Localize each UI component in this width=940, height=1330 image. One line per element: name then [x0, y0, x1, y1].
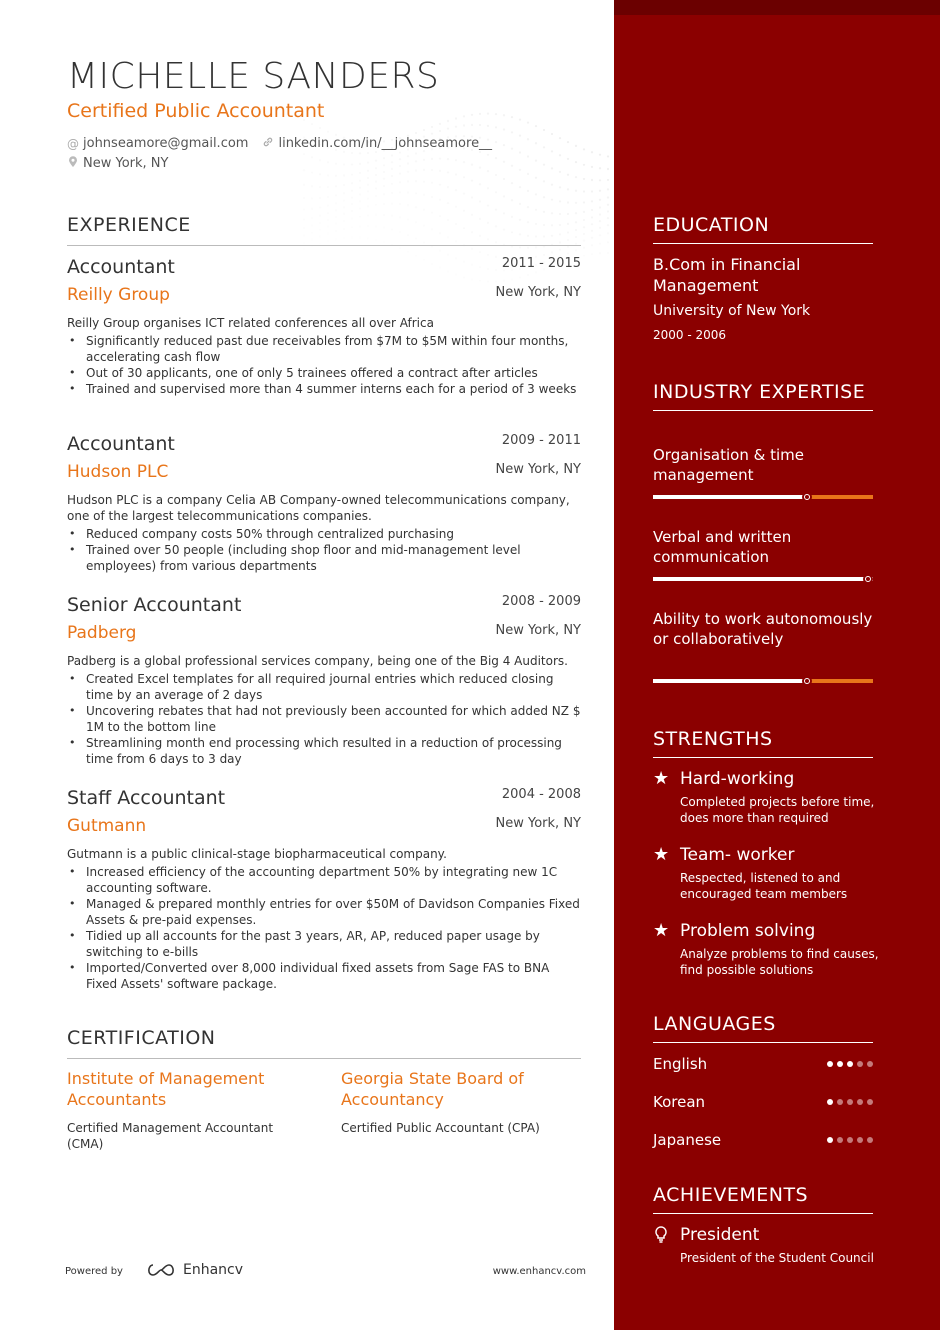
language-level-dots	[827, 1061, 873, 1067]
candidate-title: Certified Public Accountant	[67, 100, 325, 122]
languages-heading: LANGUAGES	[653, 1012, 873, 1043]
strengths-heading: STRENGTHS	[653, 727, 873, 758]
language-dot	[857, 1137, 863, 1143]
brand-logo[interactable]	[145, 1262, 243, 1278]
education-section	[653, 213, 873, 342]
job-description: Padberg is a global professional services company, being one of the Big 4 Auditors.	[67, 654, 568, 668]
certification-desc: Certified Public Accountant (CPA)	[341, 1121, 540, 1135]
certification-heading: CERTIFICATION	[67, 1027, 581, 1059]
job-role: Accountant	[67, 433, 175, 455]
language-name: English	[653, 1055, 708, 1073]
certification-name: Institute of Management Accountants	[67, 1069, 265, 1109]
certification-desc: Certified Management Accountant (CMA)	[67, 1121, 274, 1151]
enhancv-logo-icon	[145, 1262, 177, 1278]
experience-bullet: • Trained over 50 people (including shop floor and mid-management level employees) from various departments	[67, 542, 581, 574]
job-description-block	[67, 315, 581, 397]
experience-bullet: • Out of 30 applicants, one of only 5 trainees offered a contract after articles	[67, 365, 581, 381]
language-level-dots	[827, 1137, 873, 1143]
job-role: Senior Accountant	[67, 594, 242, 616]
language-dot	[847, 1061, 853, 1067]
experience-heading: EXPERIENCE	[67, 214, 581, 246]
strength-title: Hard-working	[680, 769, 795, 789]
education-dates: 2000 - 2006	[653, 328, 727, 342]
language-dot	[867, 1099, 873, 1105]
job-bullets	[67, 671, 581, 767]
star-icon: ★	[653, 844, 670, 865]
strength-title: Team- worker	[680, 845, 795, 865]
job-bullets	[67, 333, 581, 397]
experience-bullet: • Significantly reduced past due receivables from $7M to $5M within four months, accelerating cash flow	[67, 333, 581, 365]
skill-label: Verbal and written communication	[653, 528, 792, 566]
job-description-block	[67, 846, 581, 992]
language-item	[653, 1130, 873, 1150]
skill-item	[653, 527, 873, 587]
language-dot	[827, 1061, 833, 1067]
language-dot	[867, 1137, 873, 1143]
job-location: New York, NY	[495, 285, 581, 300]
experience-bullet: • Created Excel templates for all required journal entries which reduced closing time by an average of 2 days	[67, 671, 581, 703]
job-location: New York, NY	[495, 816, 581, 831]
expertise-heading: INDUSTRY EXPERTISE	[653, 380, 873, 411]
brand-name: Enhancv	[183, 1262, 244, 1278]
skill-bar	[653, 679, 873, 683]
language-row	[653, 1054, 873, 1074]
certification-item	[67, 1068, 297, 1152]
sidebar	[614, 0, 940, 1330]
job-dates: 2004 - 2008	[501, 787, 581, 802]
job-dates: 2009 - 2011	[501, 433, 581, 448]
achievement-desc: President of the Student Council	[680, 1251, 874, 1265]
job-location: New York, NY	[495, 623, 581, 638]
experience-entry	[67, 594, 581, 766]
achievements-heading-wrap	[653, 1183, 873, 1214]
strengths-heading-wrap	[653, 727, 873, 758]
experience-bullet: • Imported/Converted over 8,000 individual fixed assets from Sage FAS to BNA Fixed Assets' software package.	[67, 960, 581, 992]
strength-desc: Respected, listened to and encouraged team members	[680, 871, 848, 901]
language-dot	[847, 1137, 853, 1143]
link-icon	[262, 136, 274, 151]
email-link[interactable]: johnseamore@gmail.com	[83, 136, 249, 151]
language-dot	[857, 1061, 863, 1067]
skill-item	[653, 445, 873, 505]
skill-label: Organisation & time management	[653, 446, 804, 484]
job-description: Hudson PLC is a company Celia AB Company-owned telecommunications company, one of the largest telecommunications companies.	[67, 493, 570, 523]
achievement-title: President	[680, 1225, 760, 1245]
contact-row	[67, 136, 492, 151]
job-role: Accountant	[67, 256, 175, 278]
language-row	[653, 1130, 873, 1150]
skill-label: Ability to work autonomously or collaboratively	[653, 610, 873, 648]
strength-desc: Analyze problems to find causes, find possible solutions	[680, 947, 879, 977]
experience-bullet: • Increased efficiency of the accounting department 50% by integrating new 1C accounting software.	[67, 864, 581, 896]
strength-item	[653, 769, 873, 829]
job-company: Hudson PLC	[67, 462, 169, 482]
candidate-name: MICHELLE SANDERS	[67, 56, 440, 97]
experience-entry	[67, 433, 581, 573]
experience-bullet: • Streamlining month end processing which resulted in a reduction of processing time from 6 days to 3 day	[67, 735, 581, 767]
language-name: Korean	[653, 1093, 706, 1111]
experience-entry	[67, 256, 581, 396]
strength-desc: Completed projects before time, does more than required	[680, 795, 875, 825]
achievement-item	[653, 1225, 873, 1285]
skill-bar	[653, 495, 873, 499]
job-company: Reilly Group	[67, 285, 170, 305]
certification-item	[341, 1068, 571, 1136]
strength-item	[653, 920, 879, 981]
expertise-heading-wrap	[653, 380, 873, 411]
language-item	[653, 1092, 873, 1112]
skill-item	[653, 609, 873, 689]
education-degree: B.Com in Financial Management	[653, 255, 801, 295]
language-item	[653, 1054, 873, 1074]
job-bullets	[67, 526, 581, 574]
education-school: University of New York	[653, 303, 811, 319]
language-row	[653, 1092, 873, 1112]
job-dates: 2008 - 2009	[501, 594, 581, 609]
powered-by-text: Powered by	[65, 1266, 123, 1277]
language-dot	[847, 1099, 853, 1105]
language-level-dots	[827, 1099, 873, 1105]
location-pin-icon	[67, 156, 79, 171]
certification-name: Georgia State Board of Accountancy	[341, 1069, 524, 1109]
job-location: New York, NY	[495, 462, 581, 477]
lightbulb-icon	[653, 1225, 669, 1248]
footer	[65, 1264, 586, 1284]
language-dot	[857, 1099, 863, 1105]
skill-bar	[653, 577, 873, 581]
sidebar-top-band	[614, 0, 940, 15]
achievements-heading: ACHIEVEMENTS	[653, 1183, 873, 1214]
language-dot	[867, 1061, 873, 1067]
job-description-block	[67, 492, 581, 574]
job-description: Reilly Group organises ICT related conferences all over Africa	[67, 316, 434, 330]
language-dot	[827, 1137, 833, 1143]
experience-bullet: • Trained and supervised more than 4 summer interns each for a period of 3 weeks	[67, 381, 581, 397]
strength-item	[653, 845, 873, 905]
location-row	[67, 156, 168, 171]
education-heading: EDUCATION	[653, 213, 873, 244]
languages-heading-wrap	[653, 1012, 873, 1043]
job-description: Gutmann is a public clinical-stage biopharmaceutical company.	[67, 847, 447, 861]
linkedin-link[interactable]: linkedin.com/in/__johnseamore__	[278, 136, 493, 151]
job-company: Padberg	[67, 623, 137, 643]
experience-entry	[67, 787, 581, 991]
star-icon: ★	[653, 920, 670, 941]
experience-bullet: • Managed & prepared monthly entries for over $50M of Davidson Companies Fixed Assets & pre-paid expenses.	[67, 896, 581, 928]
experience-bullet: • Reduced company costs 50% through centralized purchasing	[67, 526, 581, 542]
star-icon: ★	[653, 768, 670, 789]
language-dot	[827, 1099, 833, 1105]
job-role: Staff Accountant	[67, 787, 226, 809]
website-link[interactable]: www.enhancv.com	[492, 1266, 586, 1277]
language-dot	[837, 1099, 843, 1105]
strength-title: Problem solving	[680, 921, 816, 941]
language-dot	[837, 1061, 843, 1067]
at-icon: @	[67, 136, 79, 151]
experience-bullet: • Tidied up all accounts for the past 3 years, AR, AP, reduced paper usage by switching to e-bills	[67, 928, 581, 960]
job-bullets	[67, 864, 581, 992]
job-description-block	[67, 653, 581, 767]
language-name: Japanese	[653, 1131, 722, 1149]
experience-bullet: • Uncovering rebates that had not previously been accounted for which added NZ $ 1M to the bottom line	[67, 703, 581, 735]
job-dates: 2011 - 2015	[501, 256, 581, 271]
language-dot	[837, 1137, 843, 1143]
location-text: New York, NY	[83, 156, 169, 171]
job-company: Gutmann	[67, 816, 147, 836]
